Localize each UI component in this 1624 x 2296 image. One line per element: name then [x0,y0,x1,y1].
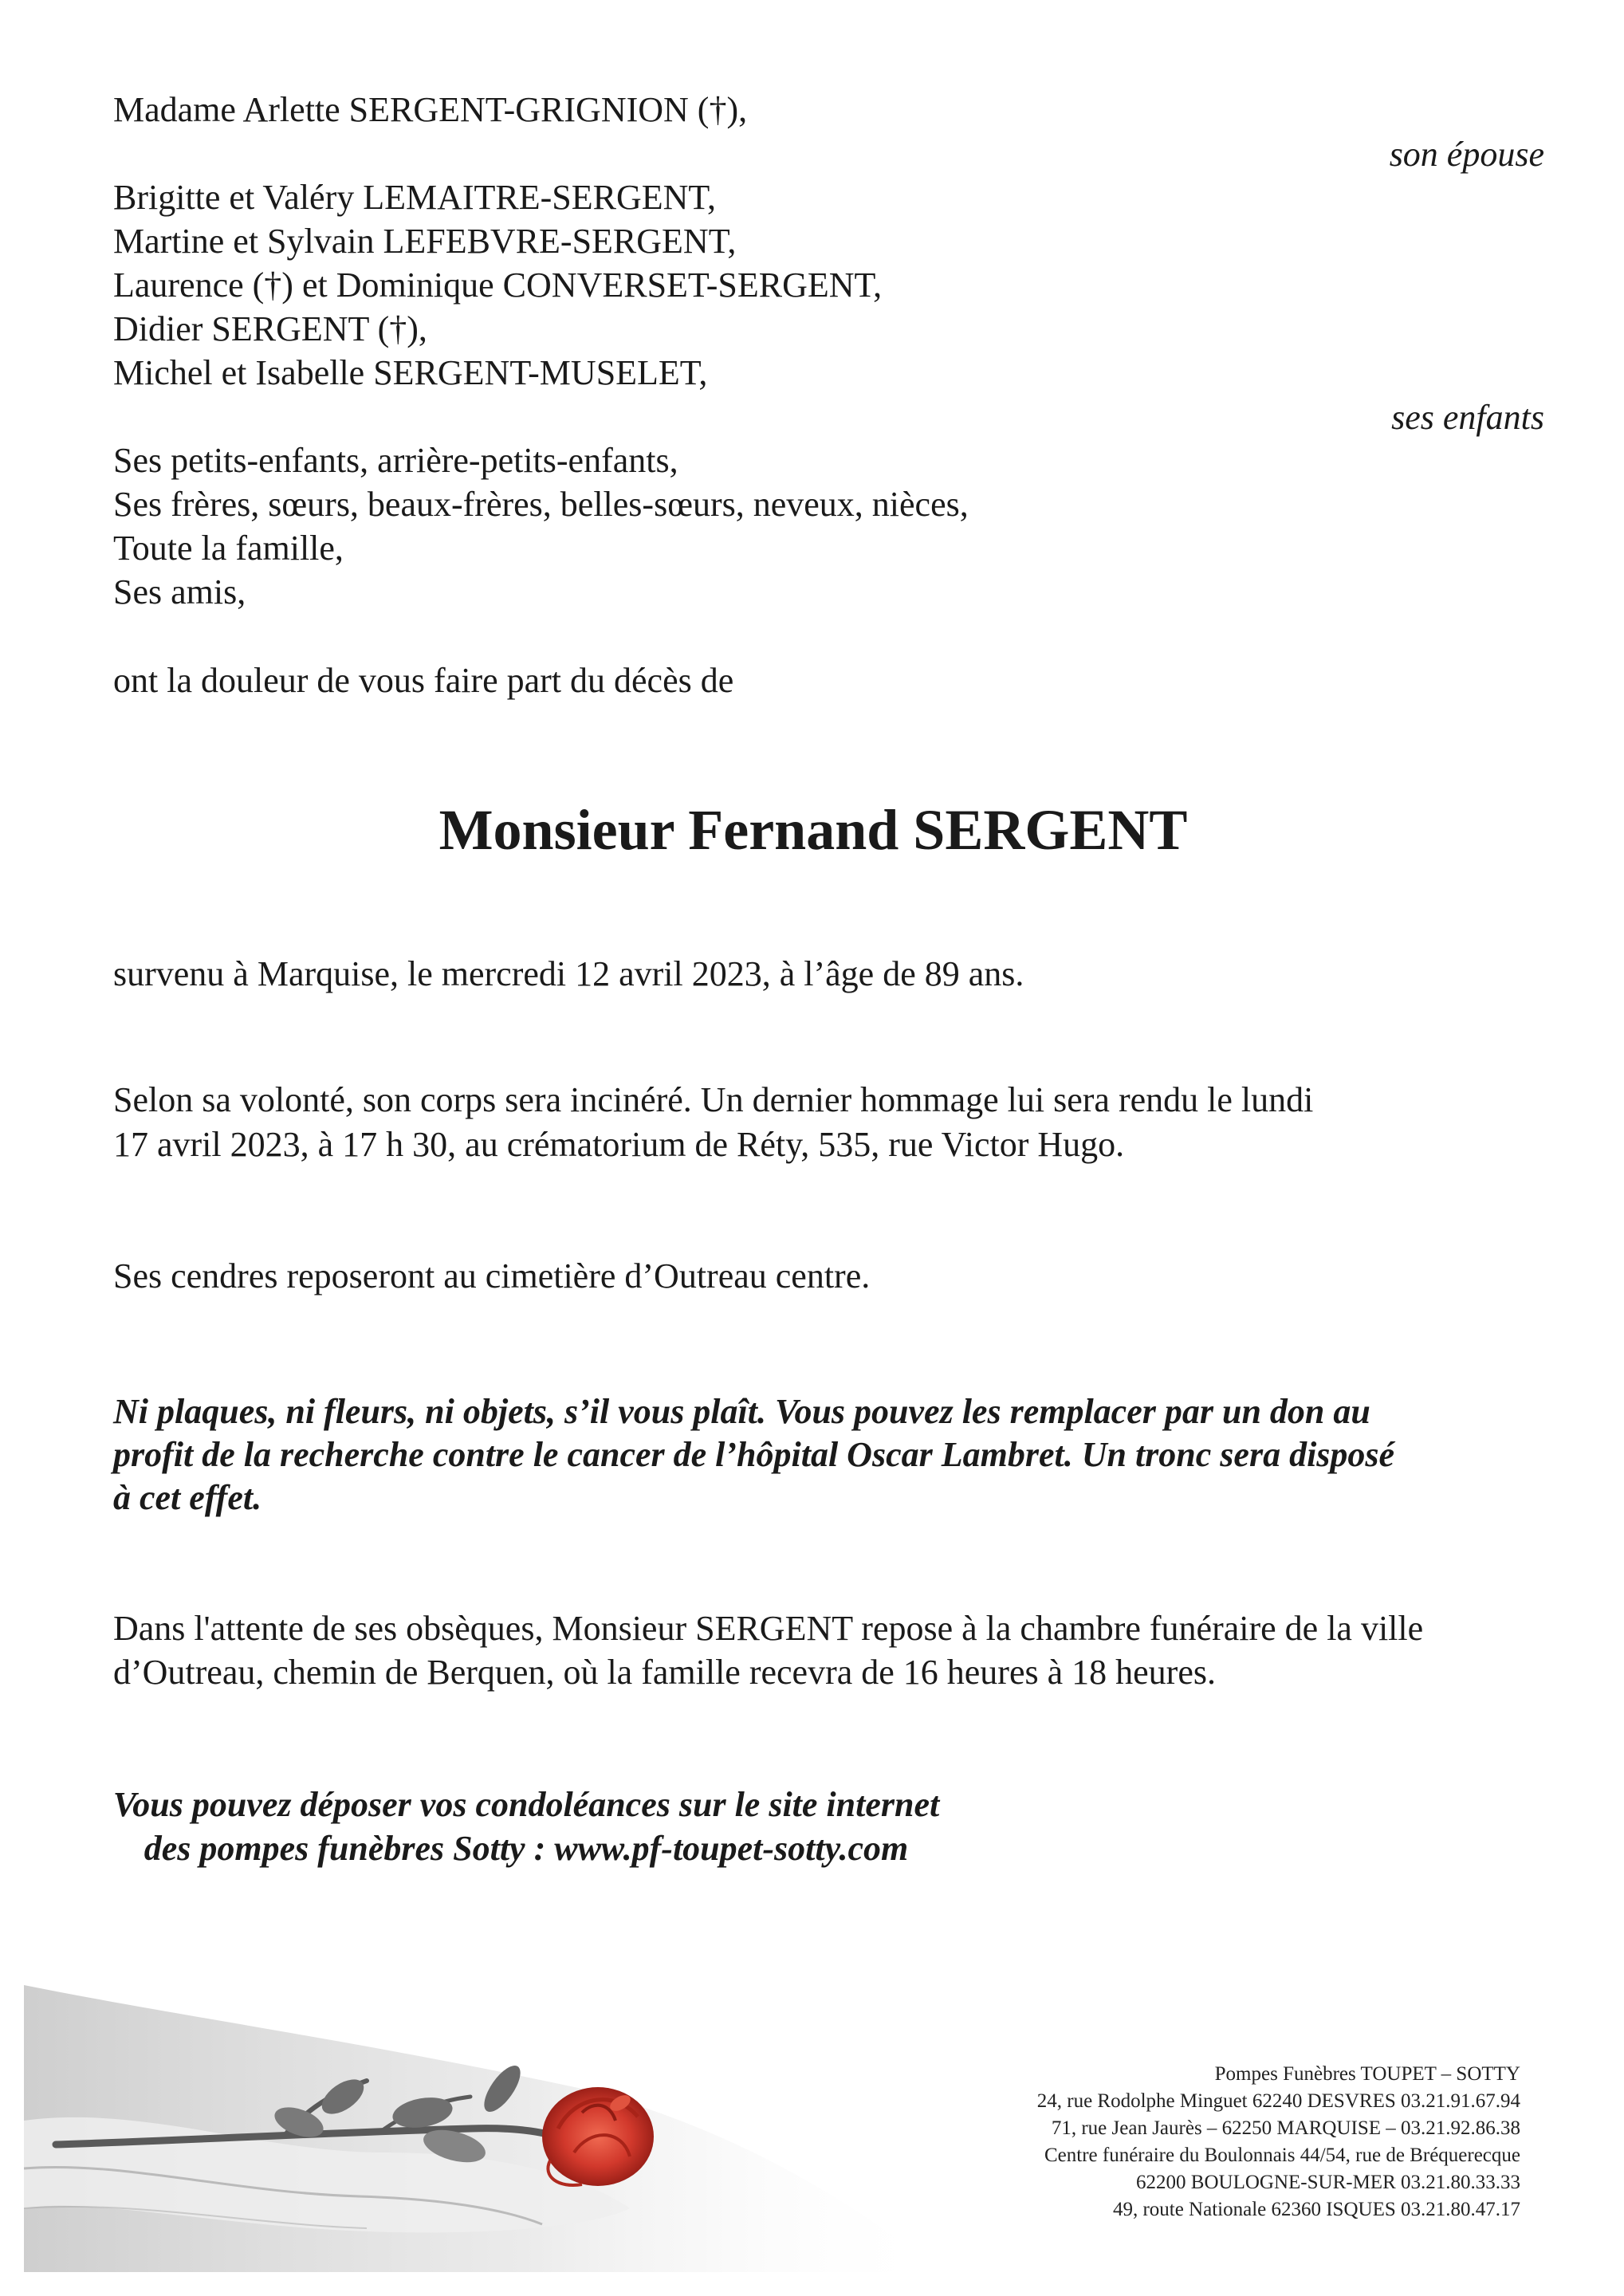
rose-illustration [24,1969,941,2272]
wife-role: son épouse [1389,135,1544,174]
family-line-4: Ses amis, [113,572,246,611]
family-line-3: Toute la famille, [113,529,344,568]
funeral-home-name: Pompes Funèbres TOUPET – SOTTY [1214,2063,1520,2085]
visitation-line-1: Dans l'attente de ses obsèques, Monsieur SERGENT repose à la chambre funéraire de la ville [113,1609,1424,1648]
child-line-3: Laurence (†) et Dominique CONVERSET-SERGENT, [113,265,883,305]
condolences-line-1: Vous pouvez déposer vos condoléances sur le site internet [112,1785,940,1824]
rose-flower [542,2087,654,2186]
ceremony-line-1: Selon sa volonté, son corps sera incinéré. Un dernier hommage lui sera rendu le lundi [113,1080,1314,1119]
family-line-2: Ses frères, sœurs, beaux-frères, belles-sœurs, neveux, nièces, [113,485,969,524]
deceased-name: Monsieur Fernand SERGENT [438,798,1188,862]
condolences-line-2: des pompes funèbres Sotty : www.pf-toupet-sotty.com [144,1829,909,1868]
request-line-3: à cet effet. [113,1478,262,1517]
child-line-5: Michel et Isabelle SERGENT-MUSELET, [113,353,708,392]
funeral-home-address-desvres: 24, rue Rodolphe Minguet 62240 DESVRES 03.21.91.67.94 [1036,2090,1520,2112]
funeral-home-address-boulogne: 62200 BOULOGNE-SUR-MER 03.21.80.33.33 [1136,2172,1520,2193]
funeral-home-address-centre: Centre funéraire du Boulonnais 44/54, rue de Bréquerecque [1044,2145,1520,2166]
child-line-2: Martine et Sylvain LEFEBVRE-SERGENT, [113,222,737,261]
wife-line: Madame Arlette SERGENT-GRIGNION (†), [113,90,748,129]
funeral-home-address-isques: 49, route Nationale 62360 ISQUES 03.21.80.47.17 [1112,2199,1520,2220]
ceremony-line-2: 17 avril 2023, à 17 h 30, au crématorium de Réty, 535, rue Victor Hugo. [113,1125,1125,1164]
death-details: survenu à Marquise, le mercredi 12 avril 2023, à l’âge de 89 ans. [113,954,1024,993]
funeral-home-contact [1037,2061,1520,2223]
visitation-line-2: d’Outreau, chemin de Berquen, où la famille recevra de 16 heures à 18 heures. [113,1653,1216,1692]
child-line-1: Brigitte et Valéry LEMAITRE-SERGENT, [113,178,717,217]
child-line-4: Didier SERGENT (†), [113,309,427,348]
ashes-text: Ses cendres reposeront au cimetière d’Outreau centre. [113,1256,871,1295]
request-line-2: profit de la recherche contre le cancer de l’hôpital Oscar Lambret. Un tronc sera disposé [113,1435,1395,1474]
children-role: ses enfants [1391,398,1544,437]
announcement-text: ont la douleur de vous faire part du décès de [113,661,734,700]
family-line-1: Ses petits-enfants, arrière-petits-enfants, [113,441,678,480]
funeral-home-address-marquise: 71, rue Jean Jaurès – 62250 MARQUISE – 03.21.92.86.38 [1051,2117,1520,2139]
request-line-1: Ni plaques, ni fleurs, ni objets, s’il vous plaît. Vous pouvez les remplacer par un don au [113,1392,1370,1431]
